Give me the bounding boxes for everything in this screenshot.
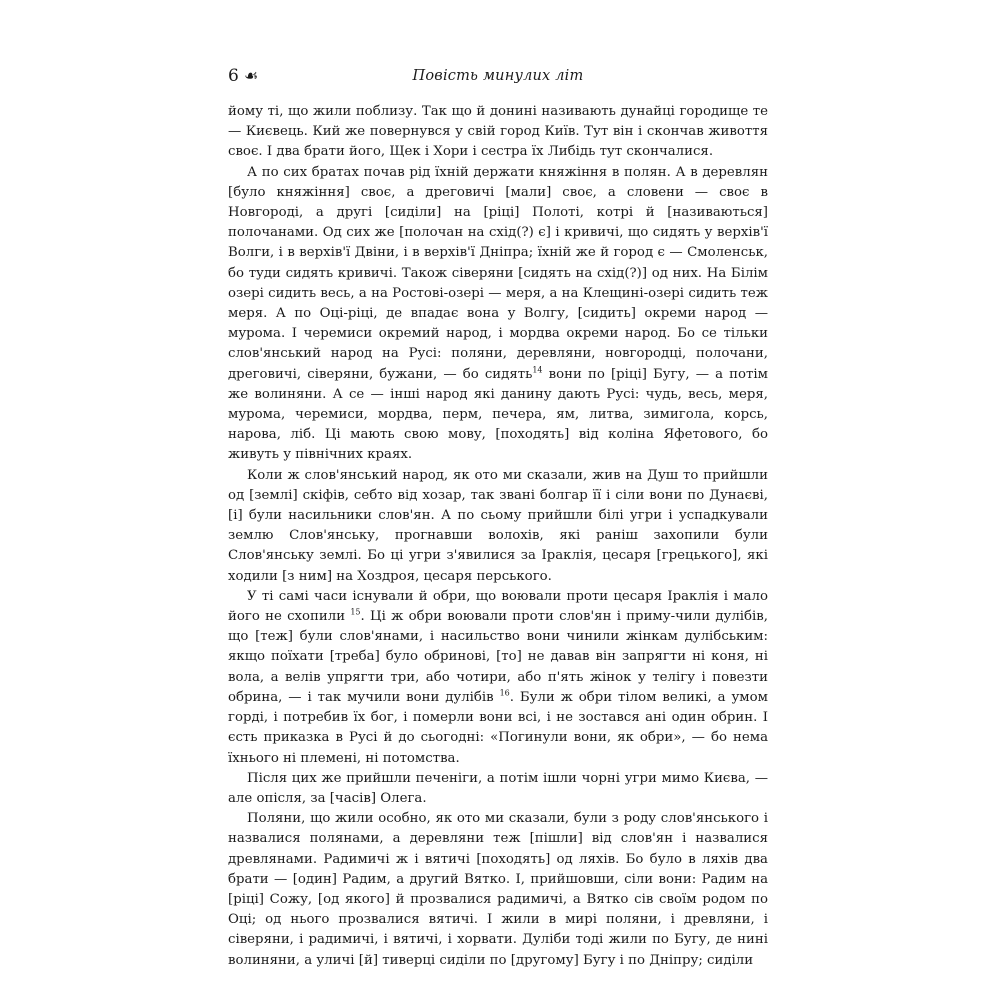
paragraph: Коли ж слов'янський народ, як ото ми сказали, жив на Душ то прийшли од [землі] скіфів, себто від хозар, так звані болгар її і сіли вони по Дунаєві, [і] були насильники слов'ян. А по сьому прийшли білі угри і успадкували землю Слов'янську, прогнавши волохів, які раніш захопили були Слов'янську землі. Бо ці угри з'явилися за Іраклія, цесаря [грецького], які ходили [з ним] на Хоздроя, цесаря перського. <box>228 467 768 584</box>
paragraph: Поляни, що жили особно, як ото ми сказали, були з роду слов'янського і назвалися полянами, а деревляни теж [пішли] від слов'ян і назвалися древлянами. Радимичі ж і вятичі [походять] од ляхів. Бо було в ляхів два брати — [один] Радим, а другий Вятко. І, прийшовши, сіли вони: Радим на [ріці] Сожу, [од якого] й прозвалися радимичі, а Вятко сів своїм родом по Оці; од нього прозвалися вятичі. І жили в мирі поляни, і древляни, і сіверяни, і радимичі, і вятичі, і хорвати. Дуліби тоді жили по Бугу, де нині волиняни, а уличі [й] тиверці сиділи по [другому] Бугу і по Дніпру; сиділи <box>228 811 768 968</box>
paragraph: Після цих же прийшли печеніги, а потім ішли чорні угри мимо Києва, — але опісля, за [часів] Олега. <box>228 770 768 806</box>
page-number: 6 <box>228 66 239 86</box>
body-text <box>228 102 768 971</box>
running-title: Повість минулих літ <box>412 68 584 84</box>
footnote-ref[interactable]: 15 <box>350 607 361 617</box>
paragraph: У ті самі часи існували й обри, що воювали проти цесаря Іраклія і мало його не схопили $^{15}$. Ці ж обри воювали проти слов'ян і приму-чили дулібів, що [теж] були слов'янами, і насильство вони чинили жінкам дулібським: якщо поїхати [треба] було обринові, [то] не давав він запрягти ні коня, ні вола, а велів упрягти три, або чотири, або п'ять жінок у телігу і повезти обрина, — і так мучили вони дулібів $^{16}$. Були ж обри тілом великі, а умом горді, і потребив їх бог, і померли вони всі, і не зостався ані один обрин. І єсть приказка в Русі й до сьогодні: «Погинули вони, як обри», — бо нема їхнього ні племені, ні потомства. <box>228 588 769 766</box>
running-head <box>228 64 768 92</box>
paragraph: А по сих братах почав рід їхній держати княжіння в полян. А в деревлян [було княжіння] своє, а дреговичі [мали] своє, а словени — своє в Новгороді, а другі [сиділи] на [ріці] Полоті, котрі й [називаються] полочанами. Од сих же [полочан на схід(?) є] і кривичі, що сидять у верхів'ї Волги, і в верхів'ї Двіни, і в верхів'ї Дніпра; їхній же й город є — Смоленськ, бо туди сидять кривичі. Також сіверяни [сидять на схід(?)] од них. На Білім озері сидить весь, а на Ростові-озері — меря, а на Клещині-озері сидить теж меря. А по Оці-ріці, де впадає вона у Волгу, [сидить] окреми народ — мурома. І черемиси окремий народ, і мордва окреми народ. Бо се тільки слов'янський народ на Русі: поляни, деревляни, новгородці, полочани, дреговичі, сіверяни, бужани, — бо сидять$^{14}$ вони по [ріці] Бугу, — а потім же волиняни. А се — інші народ які данину дають Русі: чудь, весь, меря, мурома, черемиси, мордва, перм, печера, ям, литва, зимигола, корсь, нарова, ліб. Ці мають свою мову, [походять] від коліна Яфетового, бо живуть у північних краях. <box>228 164 768 463</box>
footnote-ref[interactable]: 16 <box>499 688 510 698</box>
footnote-ref[interactable]: 14 <box>532 365 543 375</box>
fleuron-ornament-icon: ☙ <box>244 66 259 85</box>
paragraph: йому ті, що жили поблизу. Так що й донині називають дунайці городище те — Києвець. Кий же повернувся у свій город Київ. Тут він і скончав живоття своє. І два брати його, Щек і Хори і сестра їх Либідь тут скончалися. <box>228 104 768 160</box>
book-page <box>228 64 768 971</box>
